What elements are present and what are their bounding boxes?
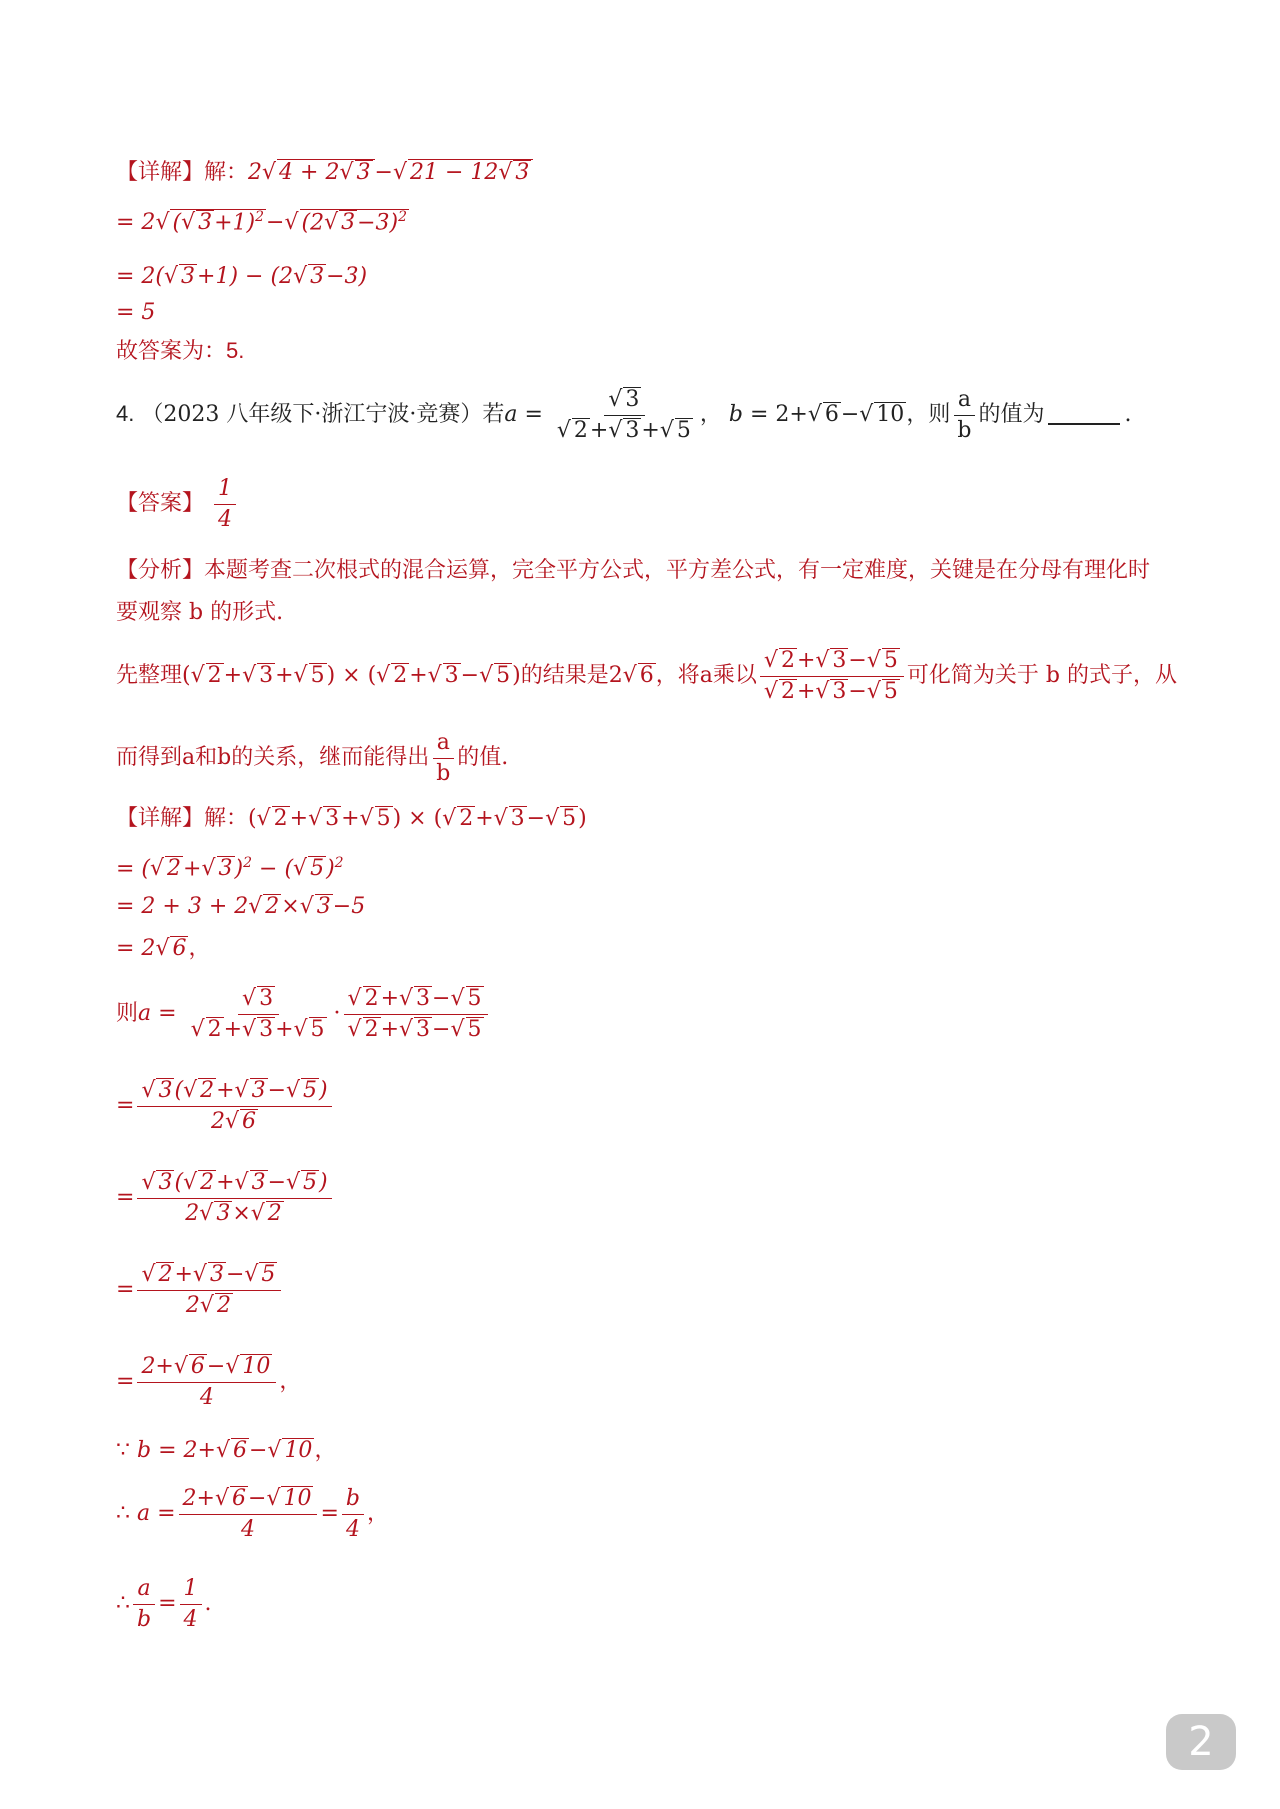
detail2-step-4: 则a = $\frac{√ 3}{√ 2+√ 3+√ 5}$ · $\frac{√ 2+√ 3-√ 5}{√ 2+√ 3-√ 5}$ xyxy=(116,976,491,1052)
question-4: 4. （2023 八年级下·浙江宁波·竞赛）若a = $\frac{√ 3}{√ 2+√ 3+√ 5}$ ， b = 2+√ 6−√ 10，则 $\frac{a}{b}$ 的值为 . xyxy=(116,387,1132,443)
detail2-step-5: = $\frac{√ 3(√ 2+√ 3-√ 5)}{2√ 6}$ xyxy=(116,1068,335,1144)
detail2-step-6: = $\frac{√ 3(√ 2+√ 3-√ 5)}{2√ 3\times√ 2}$ xyxy=(116,1160,335,1236)
analysis-line-2: 要观察 b 的形式. xyxy=(116,600,284,625)
detail2-label: 【详解】解： xyxy=(116,806,249,831)
answer-line: 【答案】 $\frac{1}{4}$ xyxy=(116,476,239,532)
analysis-line-3: 先整理(√ 2+√ 3+√ 5) × (√ 2+√ 3−√ 5)的结果是2√ 6，将a乘以 $\frac{√ 2+√ 3-√ 5}{√ 2+√ 3-√ 5}$ 可化简为关于 b 的式子，从 xyxy=(116,648,1177,704)
detail-line-3: = 5 xyxy=(116,300,156,325)
detail2-step-8: = $\frac{2+√ 6-√ 10}{4}$ ， xyxy=(116,1354,302,1410)
answer-label: 【答案】 xyxy=(116,491,205,516)
detail-label: 【详解】解： xyxy=(116,160,249,185)
detail2-step-7: = $\frac{√ 2+√ 3-√ 5}{2√ 2}$ xyxy=(116,1252,284,1328)
detail2-step-1: = (√ 2+√ 3)$^2$ − (√ 5)$^2$ xyxy=(116,855,344,882)
page-number-badge: 2 xyxy=(1166,1714,1236,1770)
detail-line-2: = 2(√ 3+1) − (2√ 3−3) xyxy=(116,264,368,289)
detail2-step-2: = 2 + 3 + 2√ 2×√ 3−5 xyxy=(116,894,366,919)
question-number: 4. xyxy=(116,401,135,426)
analysis-line-4: 而得到a和b的关系，继而能得出 $\frac{a}{b}$ 的值. xyxy=(116,730,509,786)
analysis-label: 【分析】 xyxy=(116,558,205,583)
detail2-step-11: ∴ $\frac{a}{b}$ = $\frac{1}{4}$ . xyxy=(116,1576,212,1632)
analysis-line-1: 【分析】本题考查二次根式的混合运算，完全平方公式，平方差公式，有一定难度，关键是在分母有理化时 xyxy=(116,558,1151,583)
detail-line-0: 【详解】解：2√ 4 + 2√ 3 −√ 21 − 12√ 3 xyxy=(116,158,533,188)
detail2-step-3: = 2√ 6， xyxy=(116,936,211,961)
answer-text: 故答案为：5. xyxy=(116,338,245,363)
question-source: （2023 八年级下·浙江宁波·竞赛） xyxy=(141,402,483,427)
answer-blank xyxy=(1048,423,1120,425)
detail2-step-0: 【详解】解：(√ 2+√ 3+√ 5) × (√ 2+√ 3−√ 5) xyxy=(116,806,587,831)
detail-line-1: = 2√ (√ 3+1)$^2$−√ (2√ 3−3)$^2$ xyxy=(116,208,408,235)
detail2-step-10: ∴ a = $\frac{2+√ 6-√ 10}{4}$ = $\frac{b}{4}$ ， xyxy=(116,1486,390,1542)
detail2-step-9: ∵ b = 2+√ 6−√ 10， xyxy=(116,1438,337,1463)
